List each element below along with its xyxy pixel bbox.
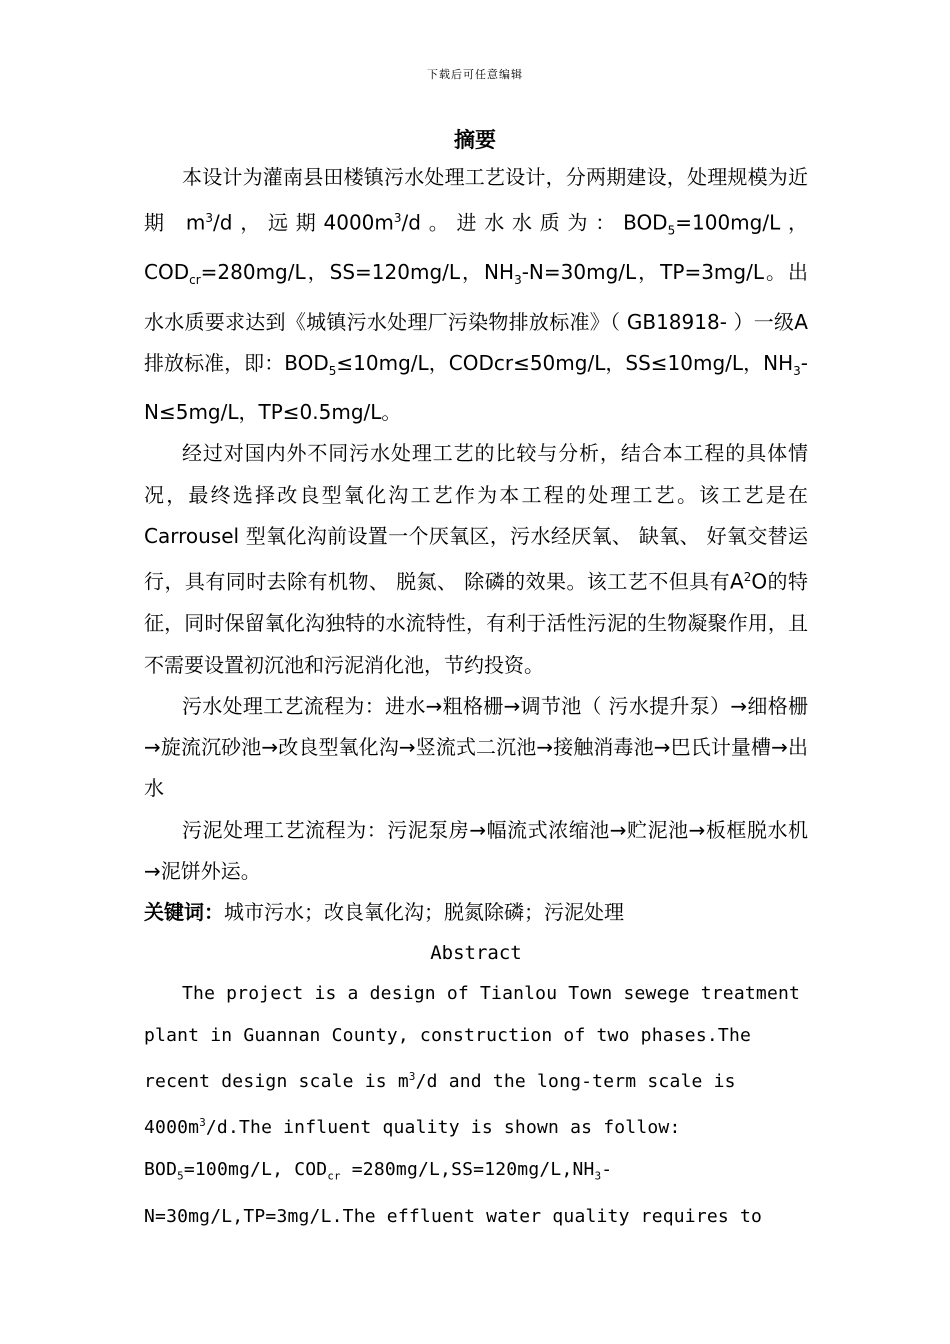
superscript: 3 bbox=[199, 1116, 206, 1130]
text-run: 本设计为灌南县田楼镇污水处理工艺设计，分两期建设，处理规模为近期 m bbox=[144, 165, 808, 235]
text-run: The project is a design of Tianlou Town sewege treatment plant in Guannan County, construction of two phases.The recent design scale is m bbox=[144, 983, 801, 1092]
text-run: /d，远期4000m bbox=[213, 210, 394, 235]
keywords-text: 城市污水；改良氧化沟；脱氮除磷；污泥处理 bbox=[224, 900, 624, 925]
abstract-cn-paragraph-1 bbox=[144, 157, 808, 433]
text-run: =100mg/L, COD bbox=[183, 1158, 328, 1180]
subscript: 5 bbox=[177, 1169, 184, 1183]
subscript: 5 bbox=[667, 223, 676, 238]
superscript: 3 bbox=[408, 1069, 416, 1083]
header-note: 下载后可任意编辑 bbox=[427, 68, 523, 81]
text-run: /d.The influent quality is shown as follow: BOD bbox=[144, 1117, 681, 1180]
text-run: /d and the long-term scale is 4000m bbox=[144, 1070, 736, 1139]
subscript: 3 bbox=[793, 363, 801, 378]
text-run: =280mg/L,SS=120mg/L,NH bbox=[340, 1158, 595, 1180]
subscript: 5 bbox=[328, 363, 337, 378]
abstract-cn-title: 摘要 bbox=[454, 128, 496, 152]
text-run: -N=30mg/L，TP=3mg/L。出水水质要求达到《城镇污水处理厂污染物排放标准》（ GB18918- ）一级A排放标准，即：BOD bbox=[144, 260, 809, 375]
superscript: 3 bbox=[205, 211, 214, 226]
superscript: 2 bbox=[743, 570, 752, 585]
text-run: -N=30mg/L,TP=3mg/L.The effluent water quality requires to bbox=[144, 1158, 763, 1228]
abstract-cn-paragraph-3: 污水处理工艺流程为：进水→粗格栅→调节池（ 污水提升泵）→细格栅→旋流沉砂池→改良型氧化沟→竖流式二沉池→接触消毒池→巴氏计量槽→出水 bbox=[144, 693, 808, 801]
abstract-en-title: Abstract bbox=[430, 942, 522, 965]
text-run: /d。进水水质为：BOD bbox=[401, 210, 668, 235]
keywords-line bbox=[144, 892, 808, 933]
text-run: -N≤5mg/L，TP≤0.5mg/L。 bbox=[144, 350, 808, 425]
abstract-en-paragraph-1 bbox=[144, 973, 808, 1237]
text-run: =280mg/L，SS=120mg/L，NH bbox=[200, 260, 515, 285]
superscript: 3 bbox=[393, 211, 402, 226]
document-body bbox=[144, 157, 808, 1238]
text-run: O的特征，同时保留氧化沟独特的水流特性，有利于活性污泥的生物凝聚作用，且不需要设置初沉池和污泥消化池，节约投资。 bbox=[144, 569, 808, 677]
keywords-label: 关键词： bbox=[144, 900, 224, 925]
subscript: 3 bbox=[594, 1169, 602, 1183]
abstract-cn-paragraph-4: 污泥处理工艺流程为：污泥泵房→幅流式浓缩池→贮泥池→板框脱水机→泥饼外运。 bbox=[144, 817, 808, 884]
subscript: cr bbox=[327, 1169, 341, 1183]
subscript: 3 bbox=[514, 273, 522, 288]
text-run: 经过对国内外不同污水处理工艺的比较与分析，结合本工程的具体情况，最终选择改良型氧化沟工艺作为本工程的处理工艺。该工艺是在Carrousel 型氧化沟前设置一个厌氧区，污水经厌氧、 缺氧、 好氧交替运行，具有同时去除有机物、 脱氮、 除磷的效果。该工艺不但具有A bbox=[144, 441, 808, 594]
abstract-cn-paragraph-2 bbox=[144, 433, 808, 685]
subscript: cr bbox=[189, 273, 201, 288]
text-run: ≤10mg/L，CODcr≤50mg/L，SS≤10mg/L，NH bbox=[336, 350, 794, 375]
text-run: =100mg/L，COD bbox=[144, 210, 808, 285]
